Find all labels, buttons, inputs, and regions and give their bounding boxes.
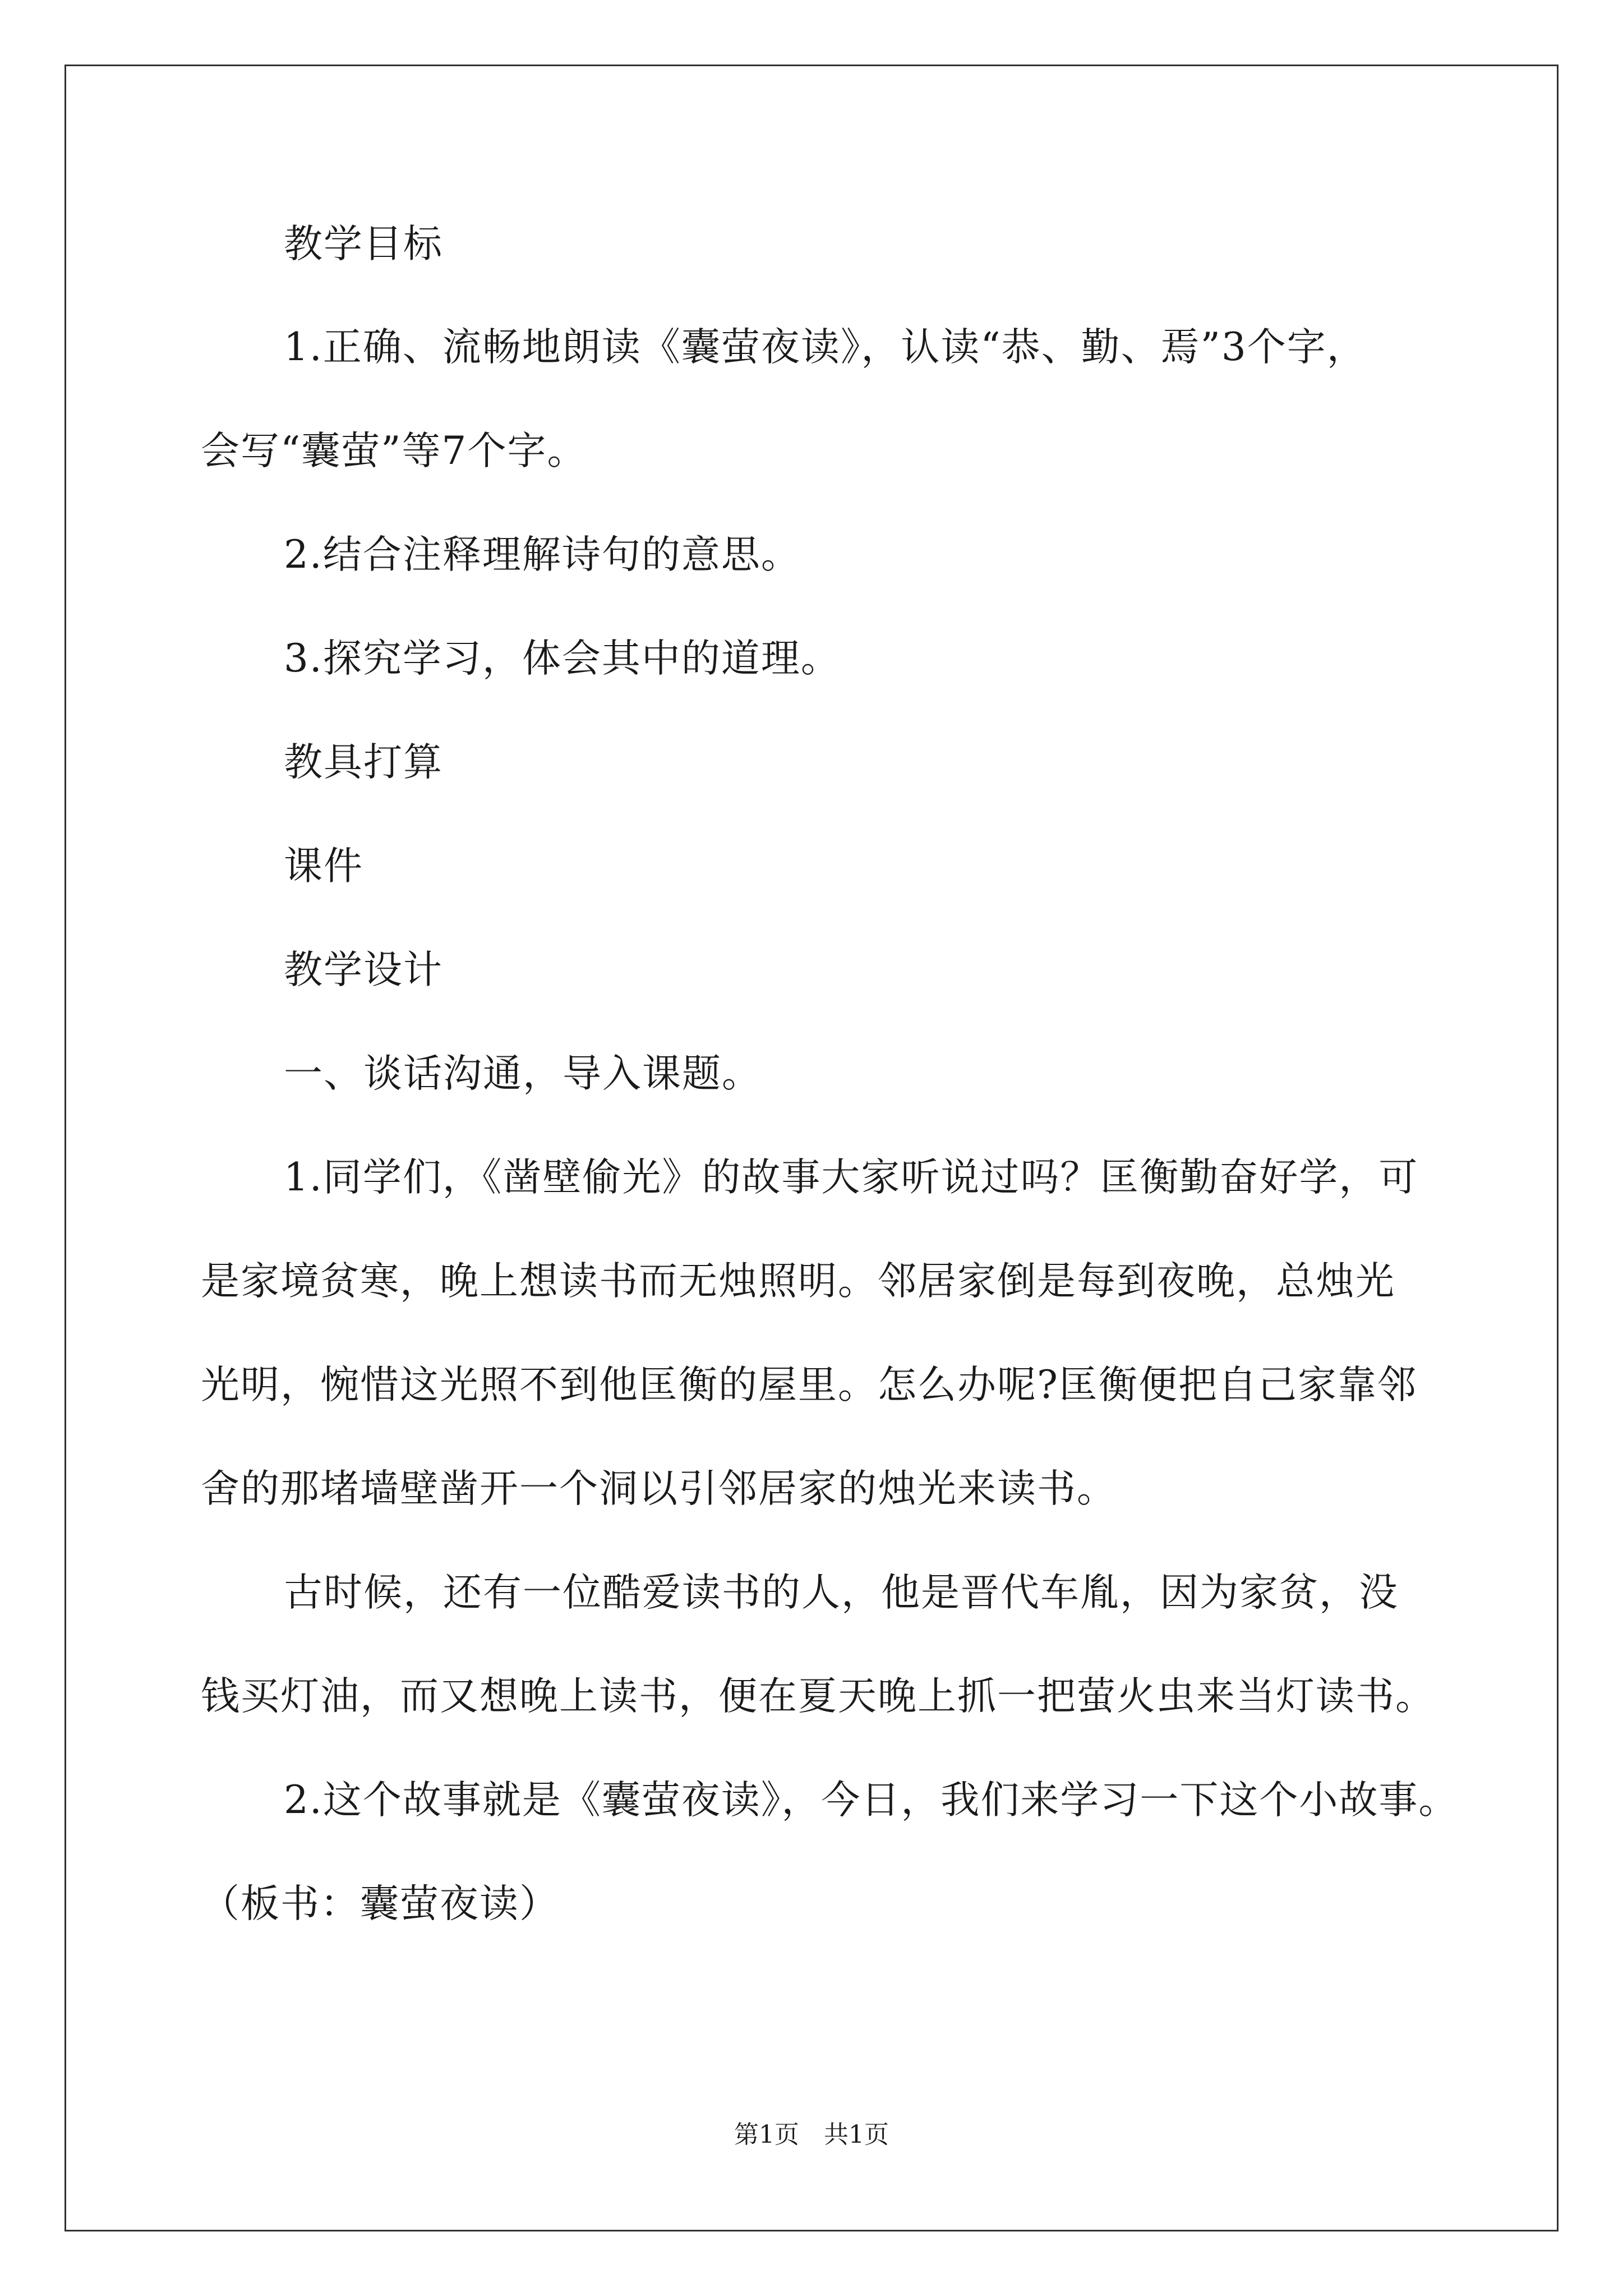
section-1-heading: 一、谈话沟通，导入课题。 xyxy=(284,1051,762,1096)
para-2-line-2: 钱买灯油，而又想晚上读书，便在夏天晚上抓一把萤火虫来当灯读书。 xyxy=(201,1674,1435,1719)
para-3-line-2: （板书：囊萤夜读） xyxy=(201,1881,559,1926)
heading-teaching-aids: 教具打算 xyxy=(284,740,443,785)
para-1-line-1: 1.同学们，《凿壁偷光》的故事大家听说过吗？匡衡勤奋好学，可 xyxy=(284,1155,1419,1200)
goal-3: 3.探究学习，体会其中的道理。 xyxy=(284,636,841,681)
para-3-line-1: 2.这个故事就是《囊萤夜读》，今日，我们来学习一下这个小故事。 xyxy=(284,1778,1459,1823)
page-number-footer: 第1页 共1页 xyxy=(734,2120,889,2149)
para-2-line-1: 古时候，还有一位酷爱读书的人，他是晋代车胤，因为家贫，没 xyxy=(284,1570,1399,1615)
goal-1-line-1: 1.正确、流畅地朗读《囊萤夜读》，认读“恭、勤、焉”3个字， xyxy=(284,325,1367,370)
goal-2: 2.结合注释理解诗句的意思。 xyxy=(284,532,801,577)
heading-teaching-goals: 教学目标 xyxy=(284,222,443,266)
para-1-line-3: 光明，惋惜这光照不到他匡衡的屋里。怎么办呢?匡衡便把自己家靠邻 xyxy=(201,1363,1417,1407)
heading-teaching-design: 教学设计 xyxy=(284,947,443,992)
para-1-line-4: 舍的那堵墙壁凿开一个洞以引邻居家的烛光来读书。 xyxy=(201,1466,1117,1511)
goal-1-line-2: 会写“囊萤”等7个字。 xyxy=(201,429,587,473)
para-1-line-2: 是家境贫寒，晚上想读书而无烛照明。邻居家倒是每到夜晚，总烛光 xyxy=(201,1259,1395,1304)
teaching-aids-text: 课件 xyxy=(284,844,363,889)
